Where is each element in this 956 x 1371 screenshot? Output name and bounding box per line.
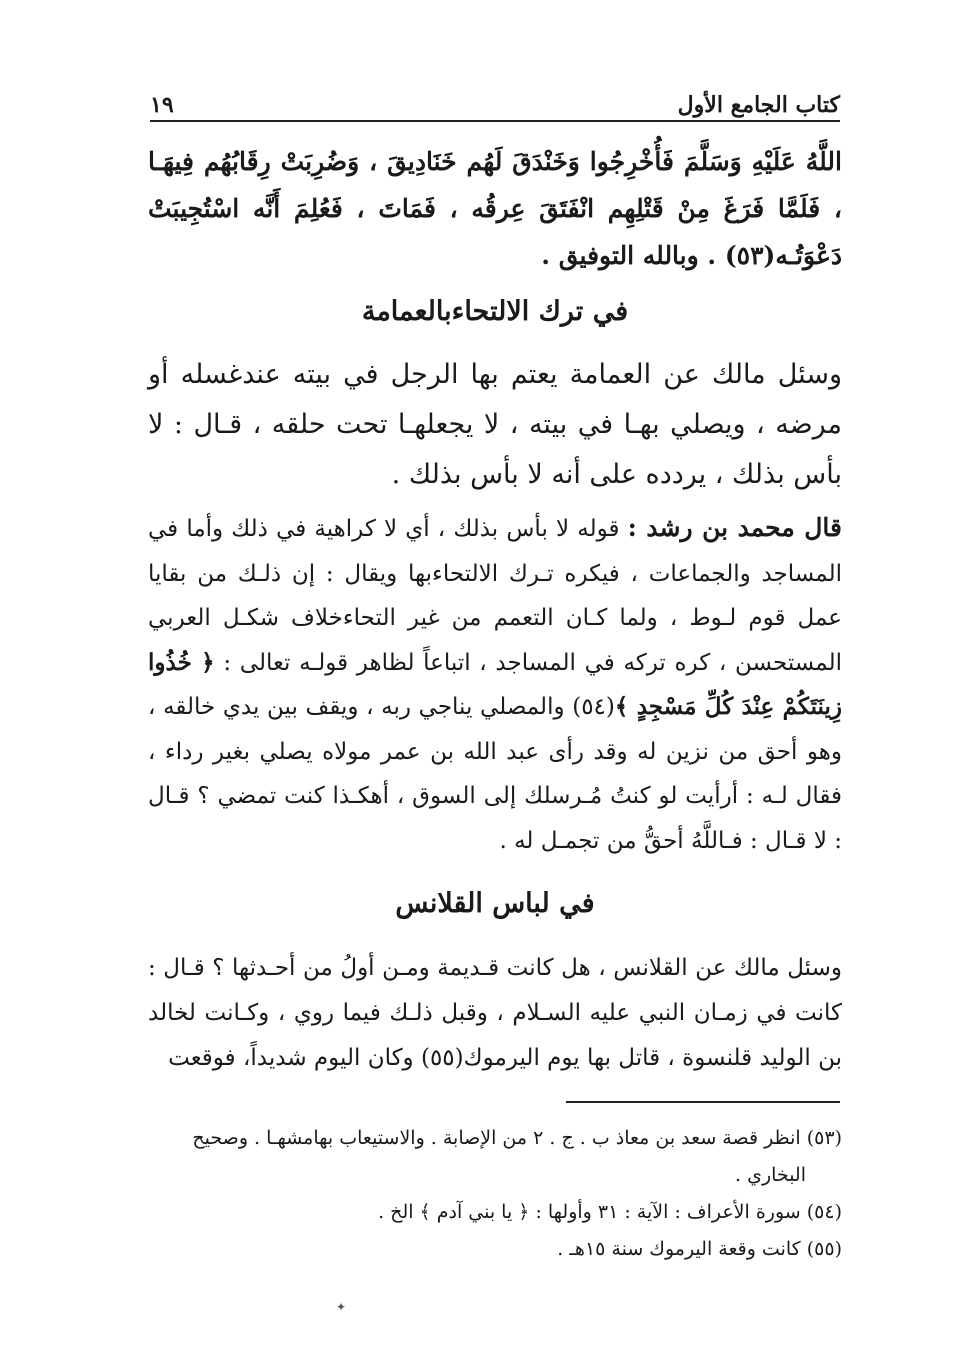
section-heading-turban: في ترك الالتحاءبالعمامة — [361, 296, 629, 327]
quran-verse: ﴿ خُذُوا زِينَتَكُمْ عِنْدَ كُلِّ مَسْجِدٍ ﴾ — [148, 648, 842, 720]
page-number: ١٩ — [150, 92, 174, 118]
running-title: كتاب الجامع الأول — [677, 92, 840, 118]
footnote-54: (٥٤) سورة الأعراف : الآية : ٣١ وأولها : ﴿ يا بني آدم ﴾ الخ . — [378, 1201, 842, 1223]
paragraph-ibn-rushd-commentary — [148, 506, 842, 863]
commentary-lead: قال محمد بن رشد : — [627, 513, 842, 542]
paragraph-malik-caps: وسئل مالك عن القلانس ، هل كانت قـديمة ومـن أولُ من أحـدثها ؟ قـال : كانت في زمـان النبي عليه السـلام ، وقبل ذلـك فيما روي ، وكـانت لخالد بن الوليد قلنسوة ، قاتل بها يوم اليرموك(٥٥) وكان اليوم شديداً، فوقعت — [148, 955, 842, 1071]
footnote-55: (٥٥) كانت وقعة اليرموك سنة ١٥هـ . — [557, 1238, 842, 1260]
commentary-text-b: (٥٤) والمصلي يناجي ربه ، ويقف بين يدي خالقه ، وهو أحق من نزين له وقد رأى عبد الله بن عمر مولاه يصلي بغير رداء ، فقال لـه : أرأيت لو كنتُ مُـرسلك إلى السوق ، أهكـذا كنت تمضي ؟ قـال : لا قـال : فـاللَّهُ أحقُّ من تجمـل له . — [148, 694, 842, 854]
footnote-53: (٥٣) انظر قصة سعد بن معاذ ب . ج . ٢ من الإصابة . والاستيعاب بهامشهـا . وصحيح — [192, 1127, 842, 1149]
commentary-text-a: قوله لا بأس بذلك ، أي لا كراهية في ذلك وأما في المساجد والجماعات ، فيكره تـرك الالتحاءبها ويقال : إن ذلـك من بقايا عمل قوم لـوط ، ولما كـان التعمم من غير التحاءخلاف شكـل العربي المستحسن ، كره تركه في المساجد ، اتباعاً لظاهر قولـه تعالى : — [148, 516, 843, 676]
section-heading-caps: في لباس القلانس — [395, 888, 595, 919]
paragraph-continuation: اللَّهُ عَلَيْهِ وَسَلَّمَ فَأُخْرِجُوا وَخَنْدَقَ لَهُم خَنَادِيقَ ، وَضُرِبَتْ رِقَابُهُم فِيهَـا ، فَلَمَّا فَرَغَ مِنْ قَتْلِهِم انْفَتَقَ عِرقُه ، فَمَاتَ ، فَعُلِمَ أَنَّه اسْتُجِيبَتْ دَعْوَتُـه(٥٣) . وبالله التوفيق . — [148, 147, 842, 270]
header-divider — [150, 120, 840, 122]
scan-speck: ✦ — [336, 1300, 347, 1314]
footnote-divider — [566, 1101, 840, 1103]
footnotes — [148, 1120, 842, 1268]
page-header — [150, 78, 840, 118]
footnote-53-continued: البخاري . — [735, 1164, 806, 1186]
paragraph-malik-turban: وسئل مالك عن العمامة يعتم بها الرجل في بيته عندغسله أو مرضه ، ويصلي بهـا في بيته ، لا يجعلهـا تحت حلقه ، قـال : لا بأس بذلك ، يردده على أنه لا بأس بذلك . — [148, 359, 842, 490]
